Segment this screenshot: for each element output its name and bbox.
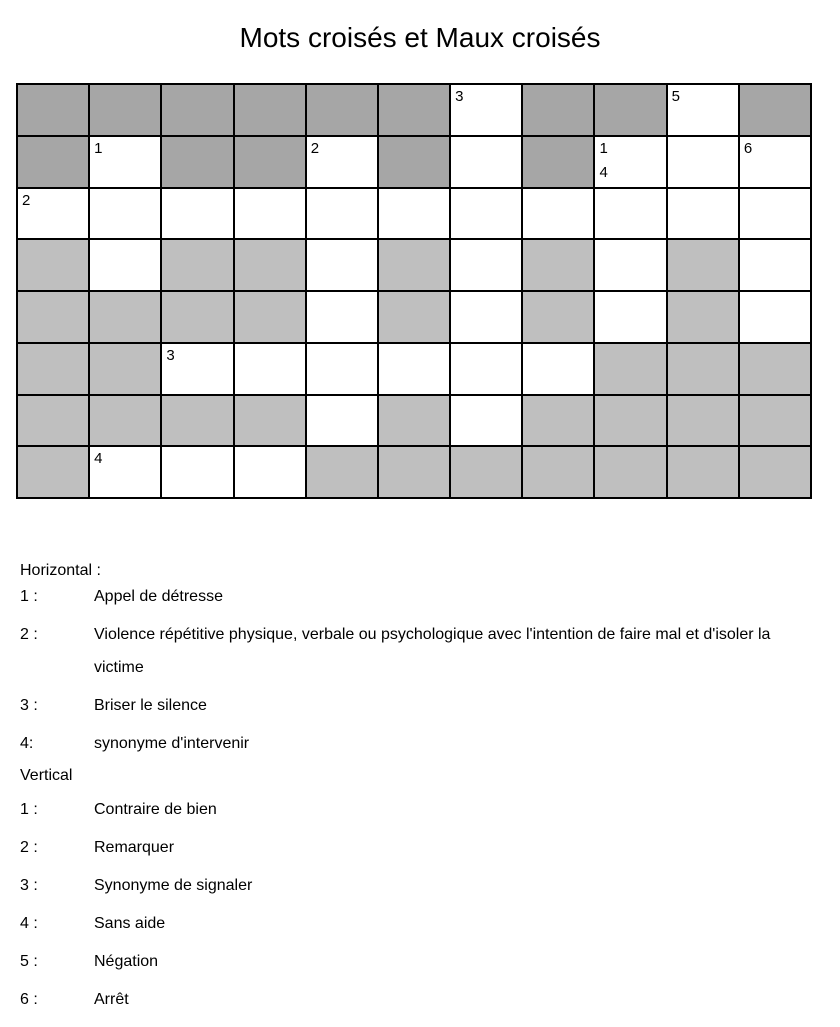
clue-text: Violence répétitive physique, verbale ou psychologique avec l'intention de faire mal et d'isoler la victime: [94, 626, 771, 676]
clue-text: Négation: [94, 953, 159, 970]
grid-cell-blocked: [379, 292, 451, 344]
clue-number: 5: [671, 88, 680, 105]
grid-cell-blocked: [379, 447, 451, 499]
grid-cell-blocked: [18, 447, 90, 499]
grid-cell-open[interactable]: [740, 189, 812, 241]
grid-cell-blocked: [162, 85, 234, 137]
grid-cell-open[interactable]: [90, 189, 162, 241]
clue-number-label: 4:: [20, 735, 34, 752]
grid-cell-blocked: [18, 344, 90, 396]
grid-cell-blocked: [379, 240, 451, 292]
grid-cell-open[interactable]: [235, 447, 307, 499]
clue-text: Sans aide: [94, 915, 166, 932]
grid-cell-blocked: [90, 292, 162, 344]
grid-cell-blocked: [18, 396, 90, 448]
grid-cell-open[interactable]: [595, 292, 667, 344]
grid-cell-open[interactable]: [307, 396, 379, 448]
grid-cell-open[interactable]: [595, 189, 667, 241]
grid-cell-open[interactable]: [740, 292, 812, 344]
clue-number-label: 2 :: [20, 839, 38, 856]
grid-cell-blocked: [18, 240, 90, 292]
grid-cell-open[interactable]: [379, 189, 451, 241]
clue-text: Synonyme de signaler: [94, 877, 253, 894]
grid-cell-open[interactable]: [668, 189, 740, 241]
grid-cell-blocked: [740, 396, 812, 448]
clue-number-label: 5 :: [20, 953, 38, 970]
vertical-clue: [20, 837, 820, 864]
grid-cell-open[interactable]: [18, 189, 90, 241]
grid-cell-blocked: [307, 447, 379, 499]
grid-cell-blocked: [379, 85, 451, 137]
grid-cell-open[interactable]: [451, 85, 523, 137]
clue-number: 4: [94, 450, 103, 468]
grid-cell-blocked: [379, 396, 451, 448]
grid-cell-blocked: [668, 447, 740, 499]
grid-cell-blocked: [740, 344, 812, 396]
vertical-clue: [20, 989, 820, 1016]
grid-cell-open[interactable]: [307, 292, 379, 344]
grid-cell-blocked: [451, 447, 523, 499]
vertical-heading: Vertical: [20, 767, 73, 784]
clue-text: synonyme d'intervenir: [94, 735, 250, 752]
clue-number: 1: [599, 139, 608, 157]
grid-cell-open[interactable]: [451, 396, 523, 448]
clue-number: 3: [166, 346, 175, 364]
grid-cell-open[interactable]: [451, 292, 523, 344]
grid-cell-open[interactable]: [307, 137, 379, 189]
grid-cell-open[interactable]: [451, 240, 523, 292]
clue-number-label: 1 :: [20, 588, 38, 605]
grid-cell-open[interactable]: [235, 344, 307, 396]
grid-cell-open[interactable]: [162, 344, 234, 396]
grid-cell-blocked: [162, 292, 234, 344]
grid-cell-open[interactable]: [668, 85, 740, 137]
clue-text: Appel de détresse: [94, 588, 223, 605]
horizontal-clue: [20, 586, 820, 613]
grid-cell-open[interactable]: [90, 447, 162, 499]
vertical-clue: [20, 913, 820, 940]
grid-cell-blocked: [18, 292, 90, 344]
clue-number-label: 3 :: [20, 877, 38, 894]
horizontal-clues: [20, 586, 820, 760]
clue-number-label: 2 :: [20, 626, 38, 643]
clue-text: Arrêt: [94, 991, 129, 1008]
grid-cell-open[interactable]: [162, 189, 234, 241]
grid-cell-open[interactable]: [235, 189, 307, 241]
vertical-clue: [20, 799, 820, 826]
grid-cell-blocked: [90, 344, 162, 396]
grid-cell-open[interactable]: [595, 240, 667, 292]
grid-cell-blocked: [523, 137, 595, 189]
clue-number-label: 1 :: [20, 801, 38, 818]
clue-number-label: 3 :: [20, 697, 38, 714]
clue-number-label: 6 :: [20, 991, 38, 1008]
grid-cell-blocked: [235, 85, 307, 137]
horizontal-clue: [20, 624, 820, 684]
grid-cell-open[interactable]: [162, 447, 234, 499]
grid-cell-blocked: [523, 396, 595, 448]
grid-cell-blocked: [523, 447, 595, 499]
grid-cell-open[interactable]: [451, 137, 523, 189]
horizontal-clue: [20, 695, 820, 722]
grid-cell-blocked: [235, 137, 307, 189]
crossword-grid: [16, 83, 812, 499]
clue-number: 6: [743, 139, 753, 157]
grid-cell-blocked: [595, 344, 667, 396]
grid-cell-blocked: [668, 396, 740, 448]
grid-cell-open[interactable]: [90, 137, 162, 189]
grid-cell-blocked: [162, 396, 234, 448]
grid-cell-blocked: [523, 292, 595, 344]
grid-cell-blocked: [18, 137, 90, 189]
grid-cell-blocked: [235, 292, 307, 344]
page-title: Mots croisés et Maux croisés: [239, 22, 601, 53]
grid-cell-open[interactable]: [740, 240, 812, 292]
grid-cell-open[interactable]: [379, 344, 451, 396]
grid-cell-open[interactable]: [451, 344, 523, 396]
grid-cell-blocked: [523, 85, 595, 137]
clue-number-label: 4 :: [20, 915, 38, 932]
grid-cell-open[interactable]: [595, 137, 667, 189]
grid-cell-blocked: [595, 447, 667, 499]
grid-cell-blocked: [90, 85, 162, 137]
clue-number: 2: [310, 139, 320, 157]
clues-section: [20, 560, 820, 1027]
horizontal-clue: [20, 733, 820, 760]
grid-cell-blocked: [740, 447, 812, 499]
grid-cell-open[interactable]: [668, 137, 740, 189]
clue-number: 2: [22, 191, 31, 209]
grid-cell-blocked: [379, 137, 451, 189]
grid-cell-open[interactable]: [523, 344, 595, 396]
clue-number: 4: [599, 163, 608, 181]
clue-number: 1: [94, 139, 103, 157]
vertical-clue: [20, 875, 820, 902]
grid-cell-blocked: [740, 85, 812, 137]
clue-text: Contraire de bien: [94, 801, 217, 818]
clue-text: Remarquer: [94, 839, 175, 856]
grid-cell-open[interactable]: [307, 240, 379, 292]
grid-cell-blocked: [668, 292, 740, 344]
horizontal-heading: Horizontal :: [20, 562, 101, 579]
grid-cell-blocked: [162, 240, 234, 292]
grid-cell-blocked: [307, 85, 379, 137]
grid-cell-blocked: [235, 240, 307, 292]
grid-cell-open[interactable]: [451, 189, 523, 241]
grid-cell-blocked: [90, 396, 162, 448]
vertical-clues: [20, 799, 820, 1016]
grid-cell-blocked: [595, 396, 667, 448]
grid-cell-open[interactable]: [307, 189, 379, 241]
grid-cell-blocked: [595, 85, 667, 137]
grid-cell-blocked: [523, 240, 595, 292]
grid-cell-open[interactable]: [740, 137, 812, 189]
grid-cell-blocked: [668, 344, 740, 396]
grid-cell-blocked: [18, 85, 90, 137]
grid-cell-blocked: [668, 240, 740, 292]
grid-cell-open[interactable]: [90, 240, 162, 292]
grid-cell-blocked: [235, 396, 307, 448]
vertical-clue: [20, 951, 820, 978]
grid-cell-open[interactable]: [307, 344, 379, 396]
grid-cell-open[interactable]: [523, 189, 595, 241]
clue-text: Briser le silence: [94, 697, 207, 714]
clue-number: 3: [455, 88, 464, 105]
grid-cell-blocked: [162, 137, 234, 189]
